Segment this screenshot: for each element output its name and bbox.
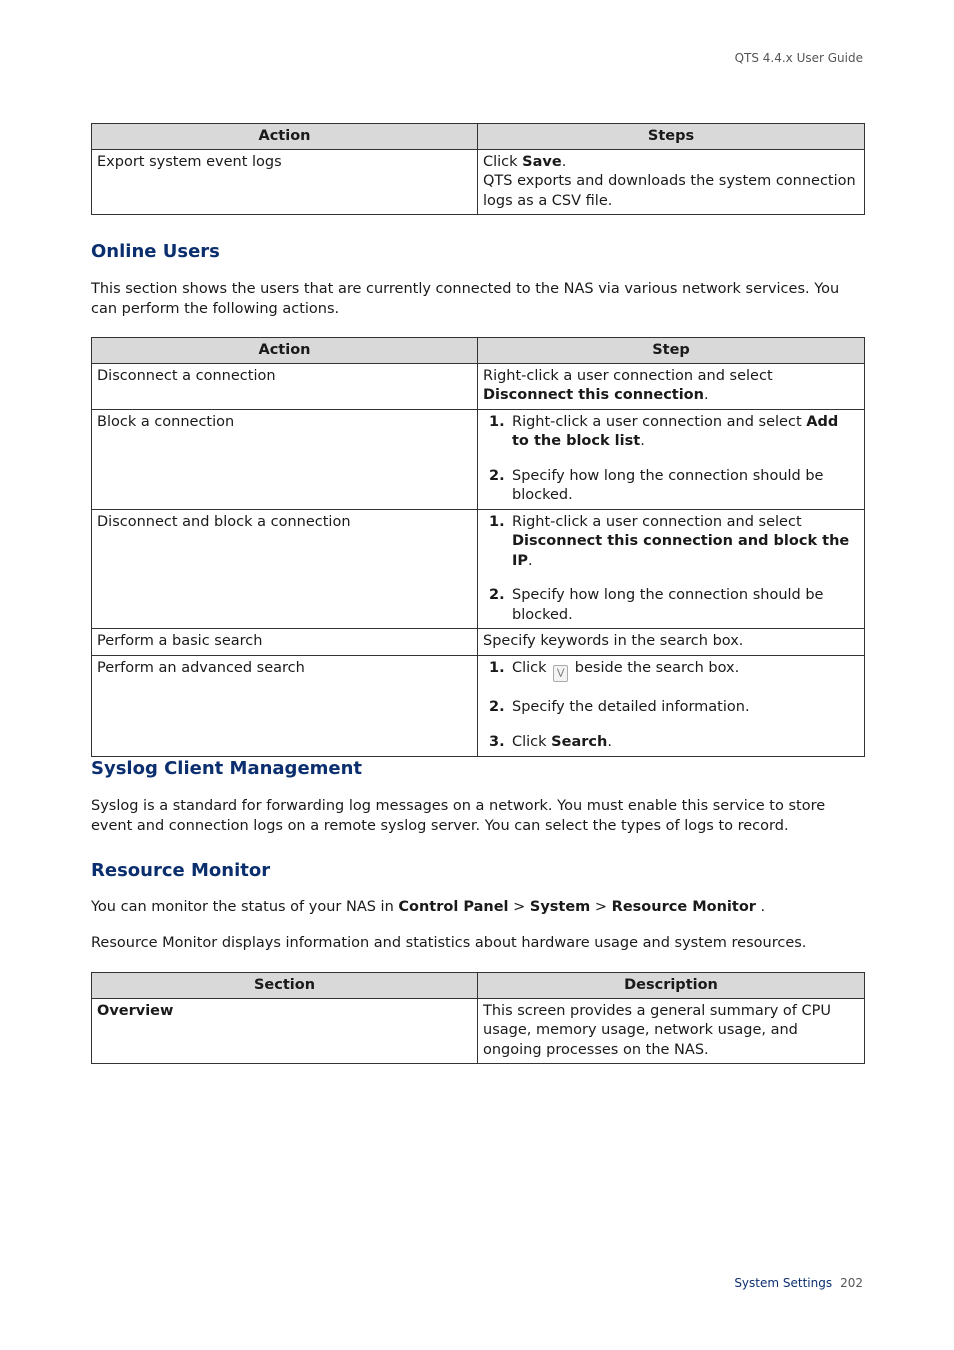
table-row xyxy=(92,629,865,656)
column-header-action: Action xyxy=(92,338,478,364)
expand-down-icon: ⋁ xyxy=(553,665,568,682)
table-row xyxy=(92,149,865,215)
step-number: 1. xyxy=(489,513,505,530)
step-text: Click xyxy=(483,153,523,170)
save-label: Save xyxy=(522,153,562,170)
table-row xyxy=(92,363,865,409)
syslog-text: Syslog is a standard for forwarding log messages on a network. You must enable this service to store event and connection logs on a remote syslog server. You can select the types of logs to record. xyxy=(91,798,826,834)
step-number: 1. xyxy=(489,413,505,430)
syslog-heading: Syslog Client Management xyxy=(91,758,363,779)
description-cell: This screen provides a general summary of CPU usage, memory usage, network usage, and ongoing processes on the NAS. xyxy=(478,998,865,1064)
step-text: Click xyxy=(512,734,552,750)
step-list xyxy=(483,513,859,626)
list-item xyxy=(483,467,859,506)
table-row xyxy=(92,409,865,509)
export-logs-table xyxy=(91,123,865,215)
resource-monitor-table xyxy=(91,972,865,1064)
step-number: 2. xyxy=(489,587,505,603)
section-label: Overview xyxy=(97,1002,174,1019)
step-list xyxy=(483,413,859,506)
column-header-section: Section xyxy=(92,973,478,999)
step-text: . xyxy=(640,433,645,449)
path-text: You can monitor the status of your NAS in xyxy=(91,899,399,915)
step-text: Click xyxy=(512,659,552,676)
action-cell: Disconnect a connection xyxy=(92,363,478,409)
step-text: . xyxy=(607,734,612,750)
step-text: . xyxy=(703,387,709,403)
step-cell: Specify keywords in the search box. xyxy=(478,629,865,656)
path-text: . xyxy=(755,899,766,915)
step-number: 2. xyxy=(489,467,505,484)
path-separator: > xyxy=(508,899,530,915)
step-text: . xyxy=(561,153,567,170)
step-text: Specify how long the connection should be blocked. xyxy=(512,587,824,623)
action-cell: Perform an advanced search xyxy=(92,655,478,756)
step-list xyxy=(483,659,859,753)
table-row xyxy=(92,655,865,756)
running-header: QTS 4.4.x User Guide xyxy=(734,51,863,65)
page-number: 202 xyxy=(840,1276,863,1290)
step-description: QTS exports and downloads the system connection logs as a CSV file. xyxy=(483,173,856,209)
search-label: Search xyxy=(551,734,608,750)
column-header-action: Action xyxy=(92,124,478,150)
action-cell: Perform a basic search xyxy=(92,629,478,656)
online-users-intro: This section shows the users that are currently connected to the NAS via various network services. You can perform the following actions. xyxy=(91,281,840,317)
online-users-table xyxy=(91,337,865,757)
list-item xyxy=(483,586,859,625)
step-text: Right-click a user connection and select xyxy=(512,513,802,530)
section-cell xyxy=(92,998,478,1064)
resource-monitor-path xyxy=(91,898,864,918)
step-cell xyxy=(478,409,865,509)
online-users-heading: Online Users xyxy=(91,241,220,262)
step-number: 1. xyxy=(489,659,505,676)
menu-option-label: Add to the block list xyxy=(512,413,839,449)
column-header-step: Step xyxy=(478,338,865,364)
column-header-steps: Steps xyxy=(478,124,865,150)
footer-section-title: System Settings xyxy=(734,1276,833,1290)
menu-option-label: Disconnect this connection xyxy=(483,387,704,403)
steps-cell xyxy=(478,149,865,215)
step-cell xyxy=(478,655,865,756)
step-cell xyxy=(478,509,865,629)
step-cell xyxy=(478,363,865,409)
action-cell: Block a connection xyxy=(92,409,478,509)
list-item xyxy=(483,698,859,718)
action-cell: Disconnect and block a connection xyxy=(92,509,478,629)
path-resource-monitor: Resource Monitor xyxy=(611,899,756,915)
step-text: . xyxy=(528,552,533,569)
step-number: 2. xyxy=(489,698,505,715)
path-control-panel: Control Panel xyxy=(398,899,509,915)
step-text: Right-click a user connection and select xyxy=(512,413,807,430)
step-text: Specify the detailed information. xyxy=(512,698,750,715)
table-row xyxy=(92,998,865,1064)
step-number: 3. xyxy=(489,734,505,750)
step-text: Right-click a user connection and select xyxy=(483,367,773,384)
step-text: Specify how long the connection should be blocked. xyxy=(512,467,824,503)
path-system: System xyxy=(529,899,591,915)
action-cell: Export system event logs xyxy=(92,149,478,215)
list-item xyxy=(483,733,859,753)
list-item xyxy=(483,659,859,682)
list-item xyxy=(483,513,859,572)
path-separator: > xyxy=(590,899,612,915)
column-header-description: Description xyxy=(478,973,865,999)
page-footer xyxy=(734,1276,863,1290)
resource-monitor-heading: Resource Monitor xyxy=(91,860,271,881)
resource-monitor-description: Resource Monitor displays information and statistics about hardware usage and system resources. xyxy=(91,935,807,951)
step-text: beside the search box. xyxy=(570,659,740,676)
table-row xyxy=(92,509,865,629)
list-item xyxy=(483,413,859,452)
menu-option-label: Disconnect this connection and block the IP xyxy=(512,533,850,569)
